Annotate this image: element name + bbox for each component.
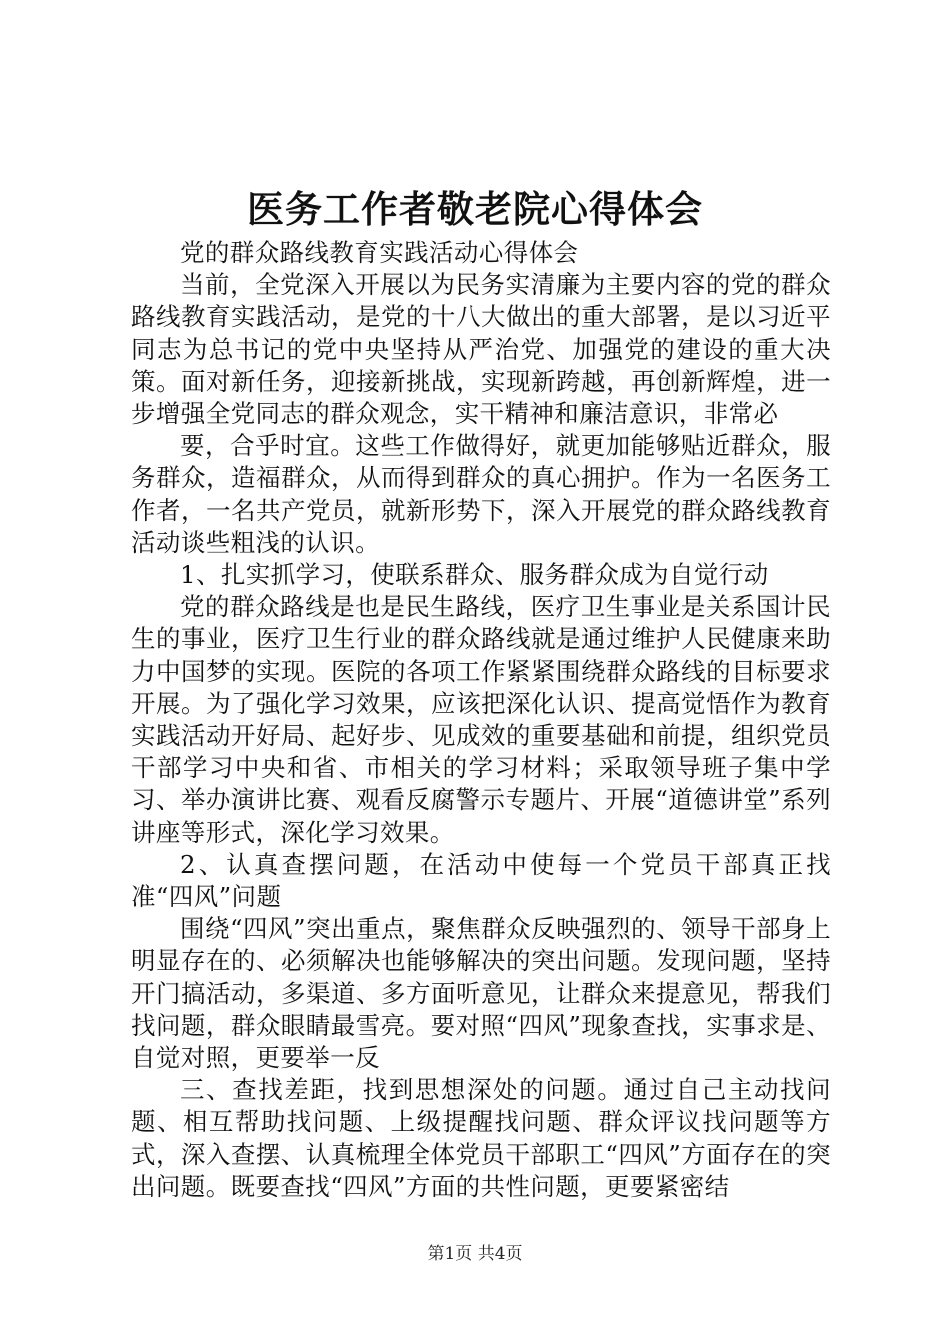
page-footer: 第1页 共4页 xyxy=(427,1244,523,1264)
paragraph: 党的群众路线是也是民生路线，医疗卫生事业是关系国计民生的事业，医疗卫生行业的群众路线就是通过维护人民健康来助力中国梦的实现。医院的各项工作紧紧围绕群众路线的目标要求开展。为了强化学习效果，应该把深化认识、提高觉悟作为教育实践活动开好局、起好步、见成效的重要基础和前提，组织党员干部学习中央和省、市相关的学习材料；采取领导班子集中学习、举办演讲比赛、观看反腐警示专题片、开展“道德讲堂”系列讲座等形式，深化学习效果。 xyxy=(131,592,831,847)
paragraph: 当前，全党深入开展以为民务实清廉为主要内容的党的群众路线教育实践活动，是党的十八大做出的重大部署，是以习近平同志为总书记的党中央坚持从严治党、加强党的建设的重大决策。面对新任务，迎接新挑战，实现新跨越，再创新辉煌，进一步增强全党同志的群众观念，实干精神和廉洁意识，非常必 xyxy=(131,270,831,429)
paragraph: 2、认真查摆问题，在活动中使每一个党员干部真正找准“四风”问题 xyxy=(131,849,831,912)
document-title: 医务工作者敬老院心得体会 xyxy=(247,187,703,231)
paragraph: 要，合乎时宜。这些工作做得好，就更加能够贴近群众，服务群众，造福群众，从而得到群众的真心拥护。作为一名医务工作者，一名共产党员，就新形势下，深入开展党的群众路线教育活动谈些粗浅的认识。 xyxy=(131,431,831,557)
paragraph: 三、查找差距，找到思想深处的问题。通过自己主动找问题、相互帮助找问题、上级提醒找问题、群众评议找问题等方式，深入查摆、认真梳理全体党员干部职工“四风”方面存在的突出问题。既要查找“四风”方面的共性问题，更要紧密结 xyxy=(131,1075,831,1201)
paragraph: 1、扎实抓学习，使联系群众、服务群众成为自觉行动 xyxy=(180,560,769,590)
document-body xyxy=(131,237,831,1203)
paragraph: 围绕“四风”突出重点，聚焦群众反映强烈的、领导干部身上明显存在的、必须解决也能够解决的突出问题。发现问题，坚持开门搞活动，多渠道、多方面听意见，让群众来提意见，帮我们找问题，群众眼睛最雪亮。要对照“四风”现象查找，实事求是、自觉对照，更要举一反 xyxy=(131,914,831,1073)
paragraph: 党的群众路线教育实践活动心得体会 xyxy=(180,238,579,267)
